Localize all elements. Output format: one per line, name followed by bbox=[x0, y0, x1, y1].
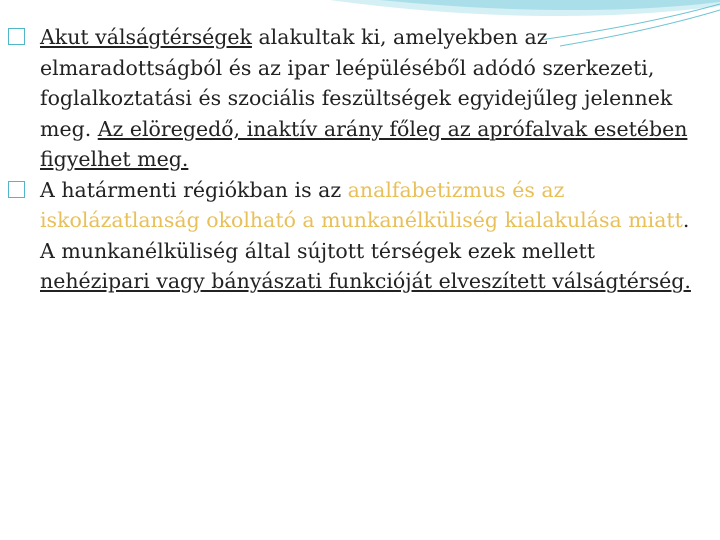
bullet-2-text-middle: . A munkanélküliség által sújtott térségek ezek mellett bbox=[40, 208, 690, 263]
bullet-item-1 bbox=[8, 22, 708, 175]
bullet-1-text: alakultak ki, amelyekben az elmaradottságból és az ipar leépüléséből adódó szerkezeti, foglalkoztatási és szociális feszültségek egyidejűleg jelennek meg. bbox=[40, 25, 673, 141]
square-bullet-icon bbox=[8, 28, 25, 45]
slide-body bbox=[8, 22, 708, 297]
square-bullet-icon bbox=[8, 181, 25, 198]
bullet-2-highlight: analfabetizmus és az iskolázatlanság okolható a munkanélküliség kialakulása miatt bbox=[40, 177, 683, 232]
bullet-2-underlined-end: nehézipari vagy bányászati funkcióját elveszített válságtérség. bbox=[40, 269, 691, 293]
bullet-2-text-start: A határmenti régiókban is az bbox=[40, 177, 348, 202]
bullet-1-underlined-end: Az elöregedő, inaktív arány főleg az aprófalvak esetében figyelhet meg. bbox=[40, 116, 688, 171]
bullet-1-underlined-start: Akut válságtérségek bbox=[40, 25, 252, 49]
bullet-item-2 bbox=[8, 175, 708, 297]
